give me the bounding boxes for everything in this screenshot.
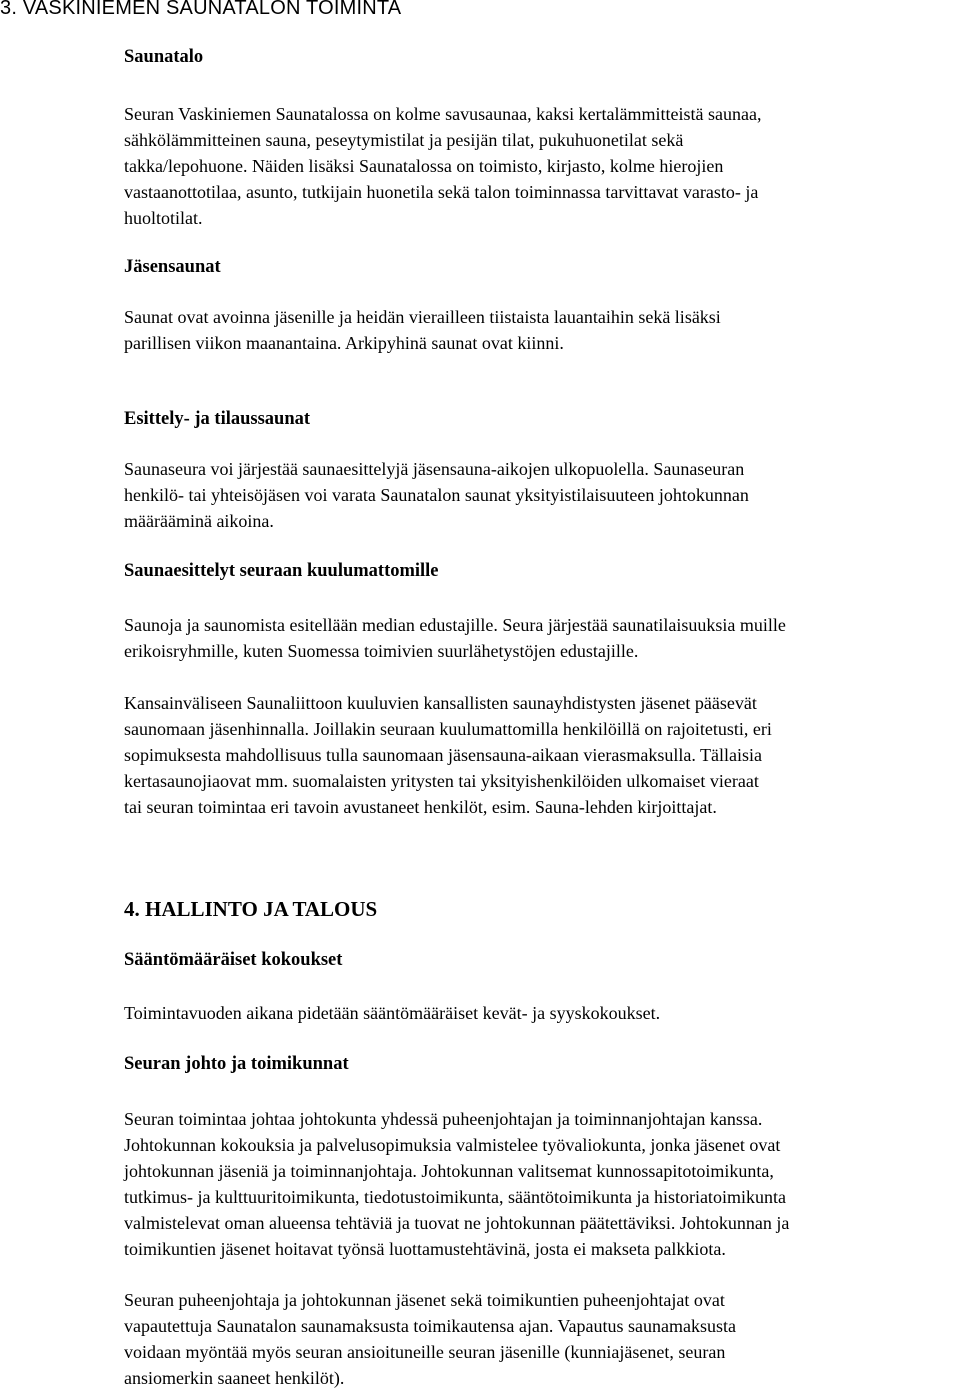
heading-jasensaunat: Jäsensaunat [124,257,221,277]
heading-saunatalo: Saunatalo [124,47,204,67]
text-line: valmistelevat oman alueensa tehtäviä ja tuovat ne johtokunnan päätettäviksi. Johtokunnan ja [124,1213,790,1233]
text-line: ansiomerkin saaneet henkilöt). [124,1368,345,1388]
text-line: Seuran toimintaa johtaa johtokunta yhdessä puheenjohtajan ja toiminnanjohtajan kanssa. [124,1109,763,1129]
text-line: toimikuntien jäsenet hoitavat työnsä luottamustehtävinä, josta ei makseta palkkiota. [124,1239,726,1259]
text-line: määrääminä aikoina. [124,511,274,531]
text-line: sähkölämmitteinen sauna, peseytymistilat ja pesijän tilat, pukuhuonetilat sekä [124,130,684,150]
text-line: Saunat ovat avoinna jäsenille ja heidän vierailleen tiistaista lauantaihin sekä lisäksi [124,307,721,327]
text-line: kertasaunojiaovat mm. suomalaisten yritysten tai yksityishenkilöiden ulkomaiset vieraat [124,771,759,791]
paragraph-saantomaaraiset-kokoukset [124,1000,960,1026]
text-line: Kansainväliseen Saunaliittoon kuuluvien kansallisten saunayhdistysten jäsenet pääsevät [124,693,757,713]
section-4-title: 4. HALLINTO JA TALOUS [124,897,378,921]
section-3-title: 3. VASKINIEMEN SAUNATALON TOIMINTA [0,0,402,19]
text-line: Saunaseura voi järjestää saunaesittelyjä jäsensauna-aikojen ulkopuolella. Saunaseuran [124,459,745,479]
text-line: takka/lepohuone. Näiden lisäksi Saunatalossa on toimisto, kirjasto, kolme hierojien [124,156,724,176]
heading-esittely-ja-tilaussaunat: Esittely- ja tilaussaunat [124,409,311,429]
heading-saunaesittelyt: Saunaesittelyt seuraan kuulumattomille [124,561,439,581]
paragraph-saunaesittelyt-1 [124,612,960,664]
text-line: Johtokunnan kokouksia ja palvelusopimuksia valmistelee työvaliokunta, jonka jäsenet ovat [124,1135,781,1155]
paragraph-jasensaunat [124,304,960,356]
text-line: tai seuran toimintaa eri tavoin avustaneet henkilöt, esim. Sauna-lehden kirjoittajat. [124,797,717,817]
text-line: johtokunnan jäseniä ja toiminnanjohtaja. Johtokunnan valitsemat kunnossapitotoimikunta, [124,1161,774,1181]
text-line: vastaanottotilaa, asunto, tutkijain huonetila sekä talon toiminnassa tarvittavat varasto- ja [124,182,759,202]
text-line: Saunoja ja saunomista esitellään median edustajille. Seura järjestää saunatilaisuuksia muille [124,615,786,635]
text-line: erikoisryhmille, kuten Suomessa toimivien suurlähetystöjen edustajille. [124,641,639,661]
paragraph-seuran-johto-1 [124,1106,960,1262]
text-line: voidaan myöntää myös seuran ansioituneille seuran jäsenille (kunniajäsenet, seuran [124,1342,726,1362]
text-line: saunomaan jäsenhinnalla. Joillakin seuraan kuulumattomilla henkilöillä on rajoitetusti, eri [124,719,772,739]
text-line: Toimintavuoden aikana pidetään sääntömääräiset kevät- ja syyskokoukset. [124,1003,661,1023]
text-line: henkilö- tai yhteisöjäsen voi varata Saunatalon saunat yksityistilaisuuteen johtokunnan [124,485,749,505]
heading-saantomaaraiset-kokoukset: Sääntömääräiset kokoukset [124,950,343,970]
paragraph-saunatalo [124,101,960,231]
text-line: Seuran Vaskiniemen Saunatalossa on kolme savusaunaa, kaksi kertalämmitteistä saunaa, [124,104,762,124]
text-line: parillisen viikon maanantaina. Arkipyhinä saunat ovat kiinni. [124,333,564,353]
text-line: sopimuksesta mahdollisuus tulla saunomaan jäsensauna-aikaan vierasmaksulla. Tällaisia [124,745,763,765]
text-line: tutkimus- ja kulttuuritoimikunta, tiedotustoimikunta, sääntötoimikunta ja historiatoimikunta [124,1187,786,1207]
text-line: huoltotilat. [124,208,203,228]
heading-seuran-johto: Seuran johto ja toimikunnat [124,1054,349,1074]
paragraph-seuran-johto-2 [124,1287,960,1391]
text-line: Seuran puheenjohtaja ja johtokunnan jäsenet sekä toimikuntien puheenjohtajat ovat [124,1290,725,1310]
paragraph-esittely-ja-tilaussaunat [124,456,960,534]
paragraph-saunaesittelyt-2 [124,690,960,820]
text-line: vapautettuja Saunatalon saunamaksusta toimikautensa ajan. Vapautus saunamaksusta [124,1316,737,1336]
